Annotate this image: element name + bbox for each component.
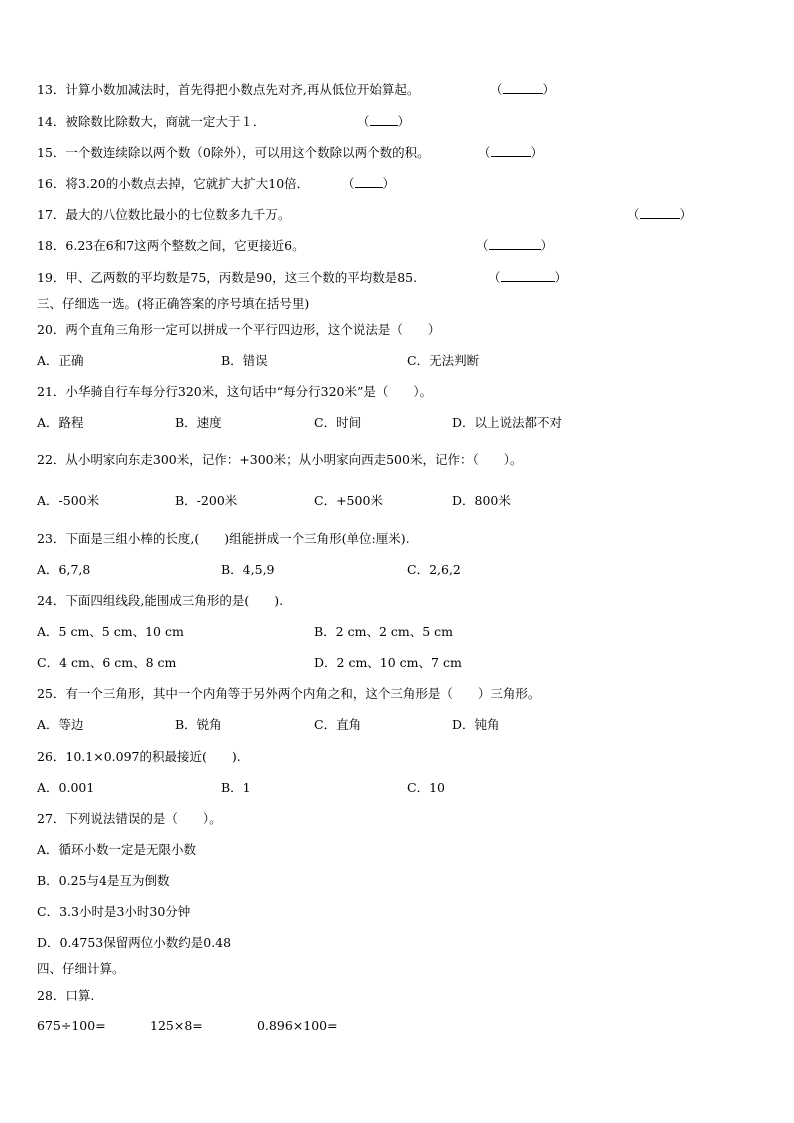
answer-blank-16[interactable]: （ ） xyxy=(342,176,396,191)
question-28: 28．口算. xyxy=(37,988,95,1003)
question-16: 16．将3.20的小数点去掉，它就扩大扩大10倍． xyxy=(37,176,310,191)
option-24-c[interactable]: C．4 cm、6 cm、8 cm xyxy=(37,655,177,670)
option-25-b[interactable]: B．锐角 xyxy=(175,717,222,732)
question-18: 18．6.23在6和7这两个整数之间，它更接近6。 xyxy=(37,238,305,253)
option-20-b[interactable]: B．错误 xyxy=(221,353,268,368)
question-23: 23．下面是三组小棒的长度,( )组能拼成一个三角形(单位:厘米). xyxy=(37,531,410,546)
question-22: 22．从小明家向东走300米，记作：+300米；从小明家向西走500米，记作：（ ）。 xyxy=(37,452,523,467)
question-20: 20．两个直角三角形一定可以拼成一个平行四边形，这个说法是（ ） xyxy=(37,322,441,337)
answer-blank-15[interactable]: （ ） xyxy=(478,145,544,160)
question-21: 21．小华骑自行车每分行320米，这句话中“每分行320米”是（ ）。 xyxy=(37,384,433,399)
question-13: 13．计算小数加减法时，首先得把小数点先对齐,再从低位开始算起。 xyxy=(37,82,420,97)
option-27-b[interactable]: B．0.25与4是互为倒数 xyxy=(37,873,170,888)
option-27-a[interactable]: A．循环小数一定是无限小数 xyxy=(37,842,197,857)
option-23-b[interactable]: B．4,5,9 xyxy=(221,562,275,577)
option-27-d[interactable]: D．0.4753保留两位小数约是0.48 xyxy=(37,935,232,950)
option-27-c[interactable]: C．3.3小时是3小时30分钟 xyxy=(37,904,191,919)
answer-blank-13[interactable]: （ ） xyxy=(490,82,556,97)
option-25-a[interactable]: A．等边 xyxy=(37,717,84,732)
option-22-d[interactable]: D．800米 xyxy=(452,493,511,508)
option-22-c[interactable]: C．+500米 xyxy=(314,493,383,508)
question-19: 19．甲、乙两数的平均数是75，丙数是90，这三个数的平均数是85. xyxy=(37,270,418,285)
option-24-a[interactable]: A．5 cm、5 cm、10 cm xyxy=(37,624,184,639)
question-27: 27．下列说法错误的是（ ）。 xyxy=(37,811,222,826)
calc-item-3[interactable]: 0.896×100= xyxy=(257,1018,338,1033)
answer-blank-19[interactable]: （ ） xyxy=(488,270,568,285)
option-26-c[interactable]: C．10 xyxy=(407,780,445,795)
option-21-c[interactable]: C．时间 xyxy=(314,415,362,430)
option-25-c[interactable]: C．直角 xyxy=(314,717,362,732)
option-22-b[interactable]: B．-200米 xyxy=(175,493,238,508)
question-25: 25．有一个三角形，其中一个内角等于另外两个内角之和，这个三角形是（ ）三角形。 xyxy=(37,686,541,701)
question-24: 24．下面四组线段,能围成三角形的是( ). xyxy=(37,593,284,608)
option-23-a[interactable]: A．6,7,8 xyxy=(37,562,91,577)
option-21-a[interactable]: A．路程 xyxy=(37,415,84,430)
option-26-a[interactable]: A．0.001 xyxy=(37,780,95,795)
option-26-b[interactable]: B．1 xyxy=(221,780,251,795)
option-20-c[interactable]: C．无法判断 xyxy=(407,353,480,368)
answer-blank-17[interactable]: （ ） xyxy=(627,207,693,222)
option-21-d[interactable]: D．以上说法都不对 xyxy=(452,415,563,430)
question-17: 17．最大的八位数比最小的七位数多九千万。 xyxy=(37,207,291,222)
option-25-d[interactable]: D．钝角 xyxy=(452,717,500,732)
calc-item-1[interactable]: 675÷100= xyxy=(37,1018,106,1033)
calc-item-2[interactable]: 125×8= xyxy=(150,1018,203,1033)
question-15: 15．一个数连续除以两个数（0除外），可以用这个数除以两个数的积。 xyxy=(37,145,430,160)
question-26: 26．10.1×0.097的积最接近( ). xyxy=(37,749,241,764)
option-24-b[interactable]: B．2 cm、2 cm、5 cm xyxy=(314,624,454,639)
option-20-a[interactable]: A．正确 xyxy=(37,353,84,368)
section-heading-4: 四、仔细计算。 xyxy=(37,961,125,976)
option-22-a[interactable]: A．-500米 xyxy=(37,493,100,508)
answer-blank-18[interactable]: （ ） xyxy=(476,238,554,253)
question-14: 14．被除数比除数大，商就一定大于１． xyxy=(37,114,266,129)
option-24-d[interactable]: D．2 cm、10 cm、7 cm xyxy=(314,655,462,670)
section-heading-3: 三、仔细选一选。(将正确答案的序号填在括号里) xyxy=(37,296,310,311)
option-23-c[interactable]: C．2,6,2 xyxy=(407,562,461,577)
answer-blank-14[interactable]: （ ） xyxy=(357,114,411,129)
option-21-b[interactable]: B．速度 xyxy=(175,415,222,430)
